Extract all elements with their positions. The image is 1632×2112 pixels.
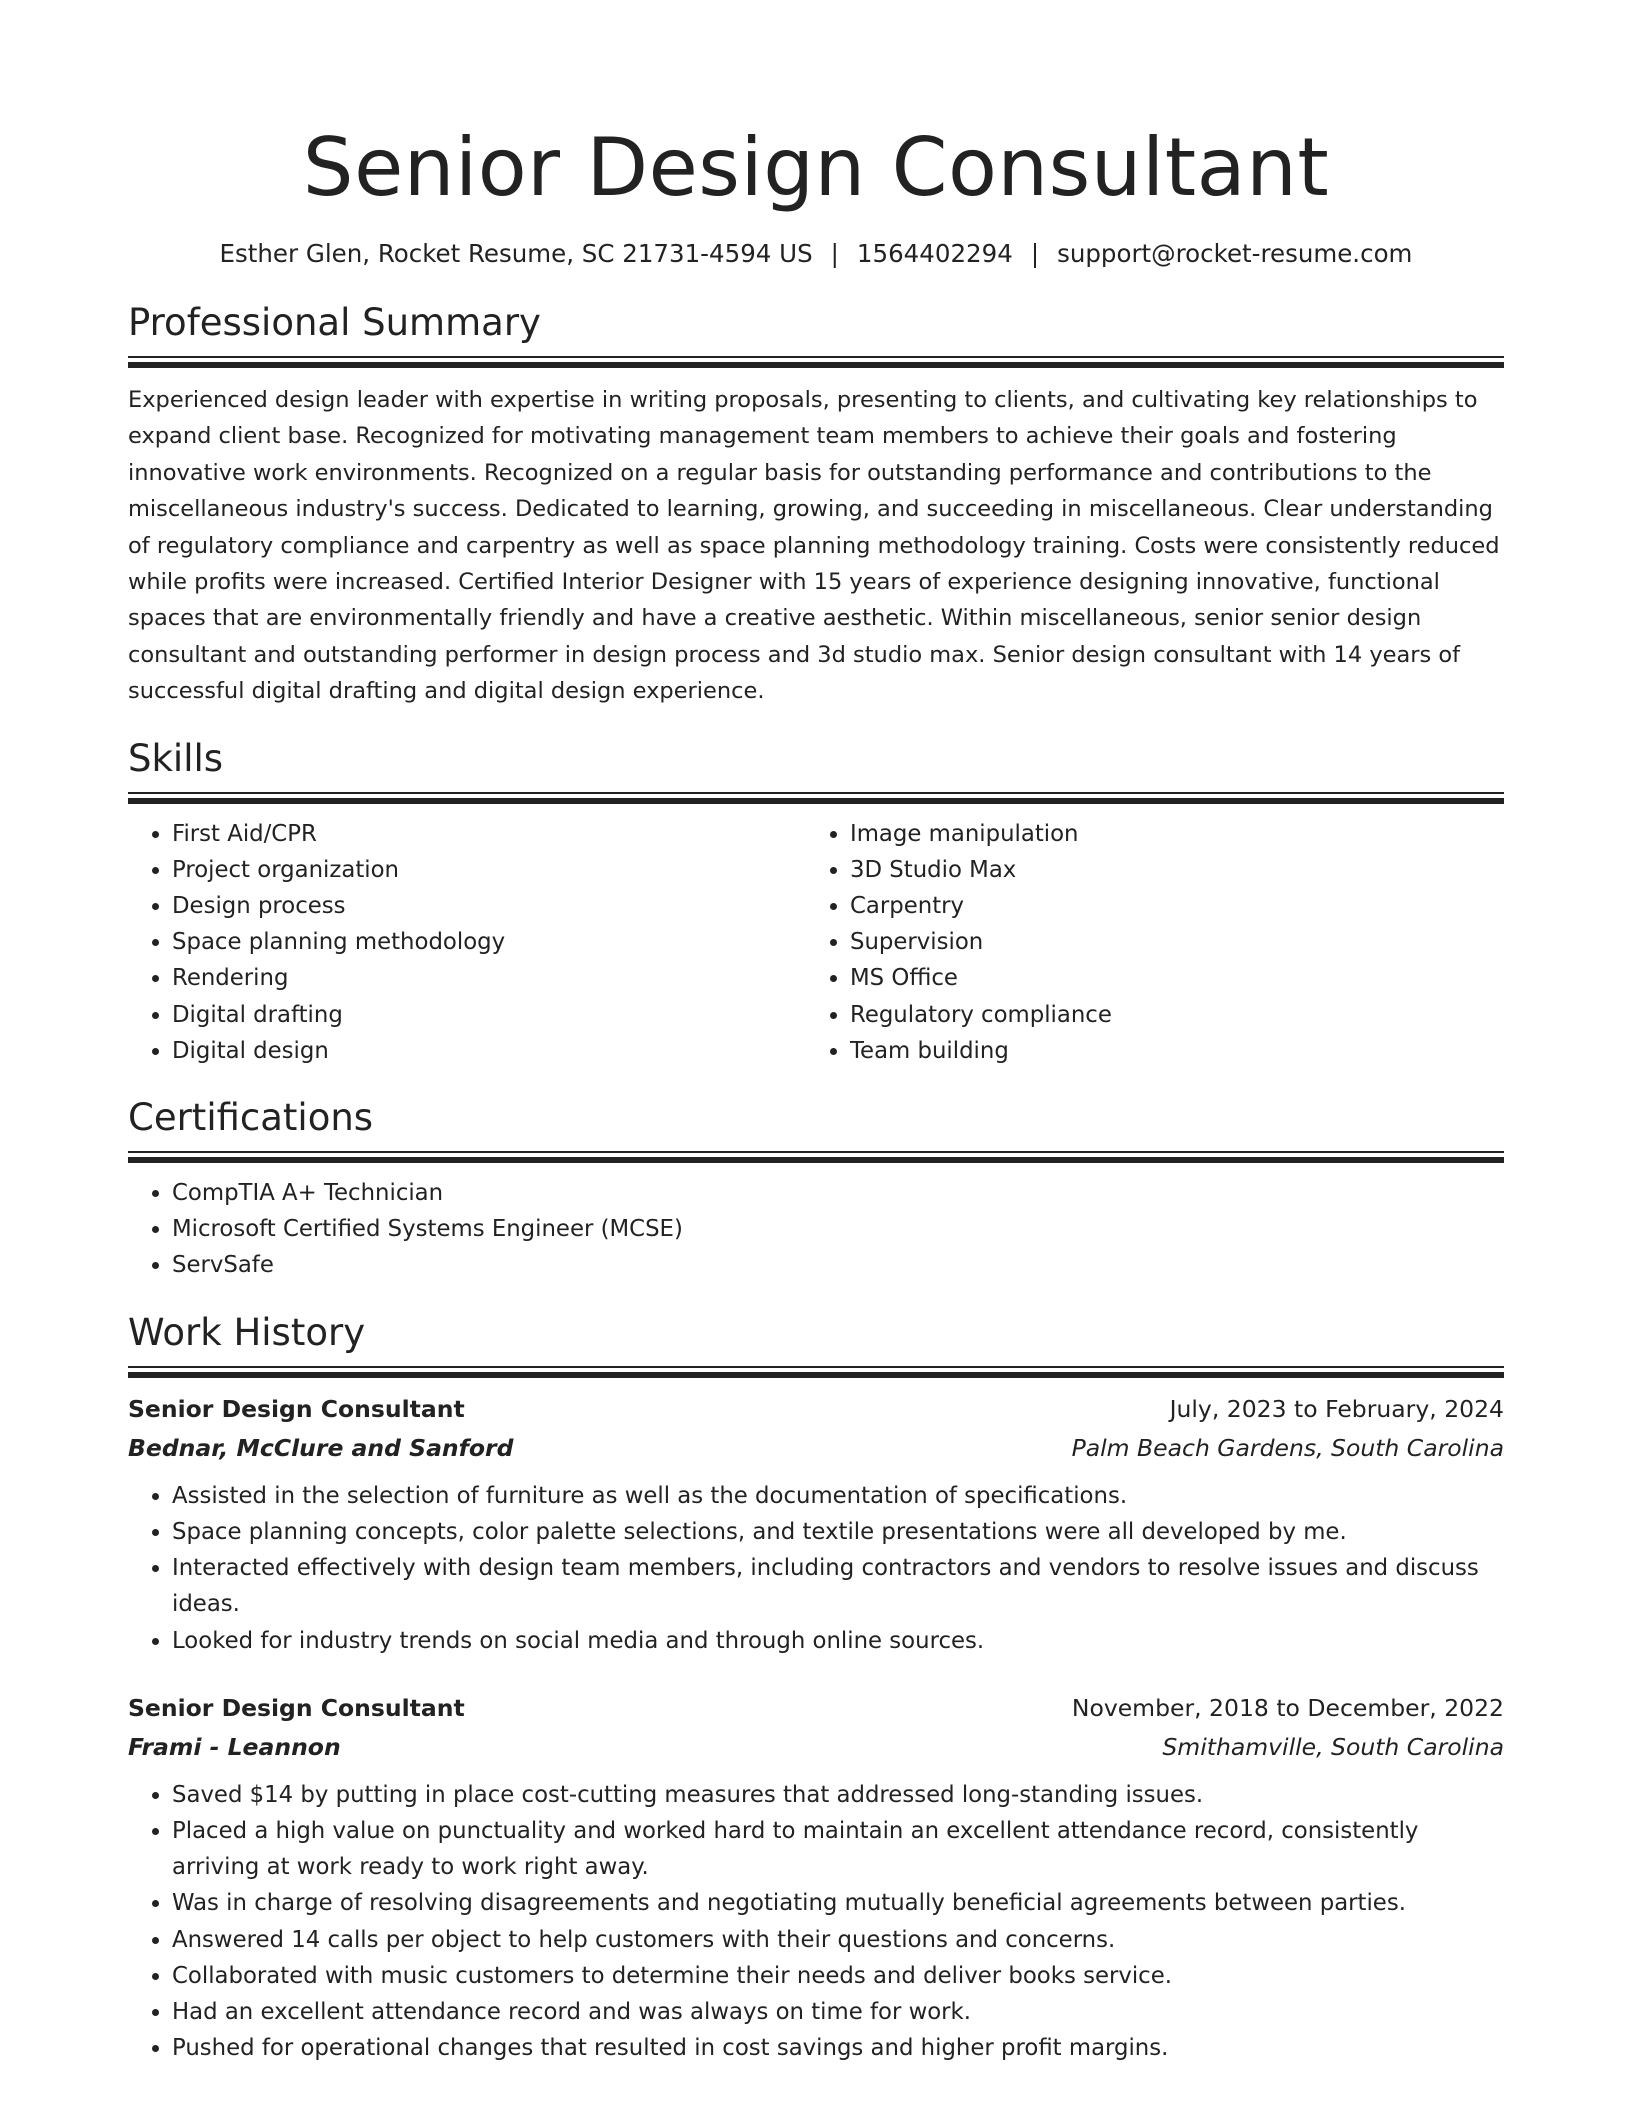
skill-item: • Space planning methodology bbox=[172, 924, 806, 960]
job-bullet: • Interacted effectively with design team members, including contractors and vendors to resolve issues and discuss ideas. bbox=[172, 1550, 1504, 1622]
job-subheader bbox=[128, 1728, 1504, 1767]
contact-separator: | bbox=[1030, 239, 1040, 268]
skill-item: • Digital design bbox=[172, 1033, 806, 1069]
skill-item: • Carpentry bbox=[850, 888, 1484, 924]
resume-title: Senior Design Consultant bbox=[302, 121, 1330, 214]
job-company: Bednar, McClure and Sanford bbox=[128, 1433, 514, 1462]
job-header bbox=[128, 1689, 1504, 1728]
work-history-heading: Work History bbox=[128, 1310, 366, 1354]
skill-item: • Rendering bbox=[172, 960, 806, 996]
job-bullet: • Had an excellent attendance record and was always on time for work. bbox=[172, 1994, 1504, 2030]
job-header bbox=[128, 1390, 1504, 1429]
skill-item: • 3D Studio Max bbox=[850, 852, 1484, 888]
job-dates: November, 2018 to December, 2022 bbox=[1071, 1693, 1504, 1722]
job-bullet: • Pushed for operational changes that resulted in cost savings and higher profit margins. bbox=[172, 2030, 1504, 2066]
job-bullet: • Saved $14 by putting in place cost-cutting measures that addressed long-standing issues. bbox=[172, 1777, 1504, 1813]
skill-item: • Regulatory compliance bbox=[850, 997, 1484, 1033]
job-bullet: • Collaborated with music customers to determine their needs and deliver books service. bbox=[172, 1958, 1504, 1994]
skill-item: • Project organization bbox=[172, 852, 806, 888]
certification-item: • CompTIA A+ Technician bbox=[172, 1175, 1504, 1211]
contact-separator: | bbox=[830, 239, 839, 268]
summary-section bbox=[128, 300, 1504, 710]
skill-item: • Supervision bbox=[850, 924, 1484, 960]
job-bullet: • Space planning concepts, color palette selections, and textile presentations were all developed by me. bbox=[172, 1514, 1504, 1550]
skills-section bbox=[128, 736, 1504, 1069]
job-dates: July, 2023 to February, 2024 bbox=[1169, 1394, 1504, 1423]
job-entry bbox=[128, 1390, 1504, 1659]
section-divider bbox=[128, 1151, 1504, 1163]
summary-heading: Professional Summary bbox=[128, 301, 541, 344]
skill-item: • Design process bbox=[172, 888, 806, 924]
skills-column-right bbox=[806, 816, 1484, 1069]
job-subheader bbox=[128, 1429, 1504, 1468]
certification-item: • ServSafe bbox=[172, 1247, 1504, 1283]
certifications-heading: Certifications bbox=[128, 1096, 374, 1140]
section-divider bbox=[128, 356, 1504, 368]
skill-item: • MS Office bbox=[850, 960, 1484, 996]
skill-item: • Digital drafting bbox=[172, 997, 806, 1033]
contact-phone: 1564402294 bbox=[856, 239, 1013, 268]
section-divider bbox=[128, 792, 1504, 804]
certification-item: • Microsoft Certified Systems Engineer (MCSE) bbox=[172, 1211, 1504, 1247]
job-bullet: • Placed a high value on punctuality and worked hard to maintain an excellent attendance record, consistently arriving at work ready to work right away. bbox=[172, 1813, 1504, 1885]
job-location: Smithamville, South Carolina bbox=[1162, 1732, 1504, 1761]
job-title: Senior Design Consultant bbox=[128, 1693, 465, 1722]
skill-item: • Team building bbox=[850, 1033, 1484, 1069]
job-bullet: • Answered 14 calls per object to help customers with their questions and concerns. bbox=[172, 1922, 1504, 1958]
skill-item: • First Aid/CPR bbox=[172, 816, 806, 852]
job-location: Palm Beach Gardens, South Carolina bbox=[1071, 1433, 1504, 1462]
job-bullet: • Looked for industry trends on social media and through online sources. bbox=[172, 1623, 1504, 1659]
section-divider bbox=[128, 1366, 1504, 1378]
contact-address: Esther Glen, Rocket Resume, SC 21731-4594 US bbox=[219, 239, 813, 268]
skill-item: • Image manipulation bbox=[850, 816, 1484, 852]
contact-email: support@rocket-resume.com bbox=[1057, 239, 1413, 268]
job-bullet: • Was in charge of resolving disagreements and negotiating mutually beneficial agreements between parties. bbox=[172, 1885, 1504, 1921]
job-entry bbox=[128, 1689, 1504, 2067]
contact-line bbox=[128, 238, 1504, 270]
work-history-section bbox=[128, 1310, 1504, 2067]
job-title: Senior Design Consultant bbox=[128, 1394, 465, 1423]
skills-heading: Skills bbox=[128, 736, 224, 780]
resume-page bbox=[128, 0, 1504, 2066]
certifications-section bbox=[128, 1095, 1504, 1284]
job-bullet: • Assisted in the selection of furniture as well as the documentation of specifications. bbox=[172, 1478, 1504, 1514]
summary-text: Experienced design leader with expertise in writing proposals, presenting to clients, and cultivating key relationships to expand client base. Recognized for motivating management team members to achieve their goals and fostering innovative work environments. Recognized on a regular basis for outstanding performance and contributions to the miscellaneous industry's success. Dedicated to learning, growing, and succeeding in miscellaneous. Clear understanding of regulatory compliance and carpentry as well as space planning methodology training. Costs were consistently reduced while profits were increased. Certified Interior Designer with 15 years of experience designing innovative, functional spaces that are environmentally friendly and have a creative aesthetic. Within miscellaneous, senior senior design consultant and outstanding performer in design process and 3d studio max. Senior design consultant with 14 years of successful digital drafting and digital design experience. bbox=[128, 387, 1500, 705]
skills-column-left bbox=[128, 816, 806, 1069]
skills-grid bbox=[128, 816, 1504, 1069]
job-company: Frami - Leannon bbox=[128, 1732, 341, 1761]
